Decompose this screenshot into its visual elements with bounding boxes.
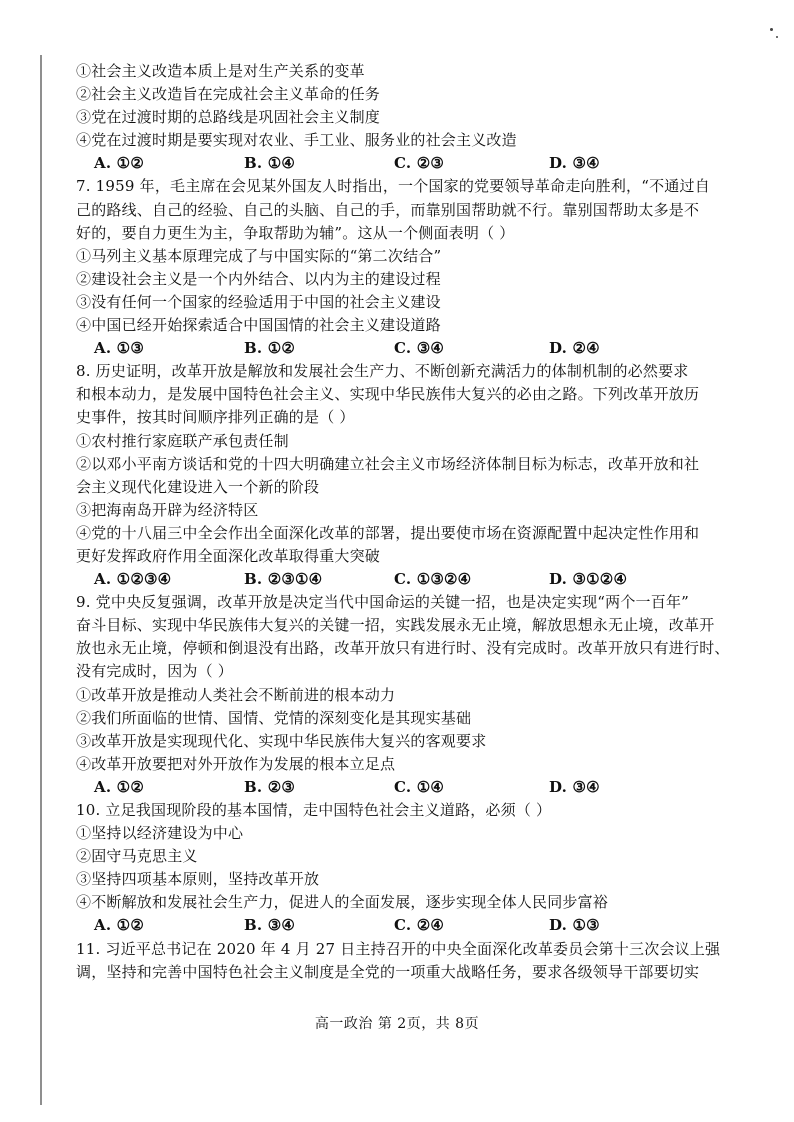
question-10 <box>76 799 766 938</box>
option-line: ④改革开放要把对外开放作为发展的根本立足点 <box>76 754 396 773</box>
option-line: ④不断解放和发展社会生产力，促进人的全面发展，逐步实现全体人民同步富裕 <box>76 893 609 912</box>
question-9 <box>76 591 766 799</box>
option-line: ④党的十八届三中全会作出全面深化改革的部署，提出要使市场在资源配置中起决定性作用和 <box>76 523 700 542</box>
scan-speck <box>776 36 778 38</box>
question-stem-line: 8. 历史证明，改革开放是解放和发展社会生产力、不断创新充满活力的体制机制的必然要求 <box>76 362 689 381</box>
choice-d: D. ②④ <box>549 339 600 358</box>
choice-c: C. ①③②④ <box>394 570 472 589</box>
question-7 <box>76 175 766 360</box>
option-line: 更好发挥政府作用全面深化改革取得重大突破 <box>76 546 381 565</box>
option-line: ②以邓小平南方谈话和党的十四大明确建立社会主义市场经济体制目标为标志，改革开放和社 <box>76 454 700 473</box>
answer-choices <box>76 152 766 175</box>
option-line: 会主义现代化建设进入一个新的阶段 <box>76 477 320 496</box>
question-stem-line: 己的路线、自己的经验、自己的头脑、自己的手，而靠别国帮助就不行。靠别国帮助太多是不 <box>76 200 700 219</box>
choice-a: A. ①③ <box>94 339 144 358</box>
answer-choices <box>76 914 766 937</box>
answer-choices <box>76 568 766 591</box>
choice-a: A. ①② <box>94 154 144 173</box>
question-stem-line: 7. 1959 年，毛主席在会见某外国友人时指出，一个国家的党要领导革命走向胜利，“不通过自 <box>76 177 710 196</box>
choice-d: D. ③④ <box>549 154 600 173</box>
question-stem-line: 好的，要自力更生为主，争取帮助为辅”。这从一个侧面表明（ ） <box>76 223 515 242</box>
binding-margin-line <box>40 55 42 1105</box>
question-stem-line: 11. 习近平总书记在 2020 年 4 月 27 日主持召开的中央全面深化改革委员会第十三次会议上强 <box>76 939 721 958</box>
option-line: ①坚持以经济建设为中心 <box>76 824 244 843</box>
choice-c: C. ②④ <box>394 916 445 935</box>
option-line: ③把海南岛开辟为经济特区 <box>76 500 259 519</box>
option-line: ②我们所面临的世情、国情、党情的深刻变化是其现实基础 <box>76 708 472 727</box>
choice-a: A. ①② <box>94 777 144 796</box>
choice-d: D. ③①②④ <box>549 570 628 589</box>
option-line: ①社会主义改造本质上是对生产关系的变革 <box>76 62 365 80</box>
choice-c: C. ③④ <box>394 339 445 358</box>
choice-a: A. ①② <box>94 916 144 935</box>
choice-b: B. ②③①④ <box>244 570 323 589</box>
choice-d: D. ③④ <box>549 777 600 796</box>
answer-choices <box>76 776 766 799</box>
option-line: ②固守马克思主义 <box>76 847 198 866</box>
option-line: ①改革开放是推动人类社会不断前进的根本动力 <box>76 685 396 704</box>
option-line: ②社会主义改造旨在完成社会主义革命的任务 <box>76 85 381 104</box>
option-line: ①农村推行家庭联产承包责任制 <box>76 431 289 450</box>
scan-speck <box>770 28 773 31</box>
choice-d: D. ①③ <box>549 916 600 935</box>
choice-a: A. ①②③④ <box>94 570 172 589</box>
answer-choices <box>76 337 766 360</box>
option-line: ③没有任何一个国家的经验适用于中国的社会主义建设 <box>76 292 441 311</box>
question-stem-line: 9. 党中央反复强调，改革开放是决定当代中国命运的关键一招，也是决定实现“两个一百年” <box>76 593 690 612</box>
option-line: ④党在过渡时期是要实现对农业、手工业、服务业的社会主义改造 <box>76 131 517 150</box>
question-stem-line: 10. 立足我国现阶段的基本国情，走中国特色社会主义道路，必须（ ） <box>76 801 552 819</box>
prev-question-options <box>76 60 766 175</box>
page-content <box>76 60 766 984</box>
option-line: ①马列主义基本原理完成了与中国实际的“第二次结合” <box>76 246 442 265</box>
option-line: ②建设社会主义是一个内外结合、以内为主的建设过程 <box>76 269 441 288</box>
option-line: ③党在过渡时期的总路线是巩固社会主义制度 <box>76 108 381 127</box>
question-11 <box>76 938 766 984</box>
option-line: ④中国已经开始探索适合中国国情的社会主义建设道路 <box>76 316 441 335</box>
question-8 <box>76 360 766 591</box>
question-stem-line: 放也永无止境，停顿和倒退没有出路，改革开放只有进行时、没有完成时。改革开放只有进行时、 <box>76 639 730 658</box>
question-stem-line: 奋斗目标、实现中华民族伟大复兴的关键一招，实践发展永无止境，解放思想永无止境，改革开 <box>76 616 715 635</box>
page-footer: 高一政治 第 2页，共 8页 <box>314 1016 480 1032</box>
option-line: ③坚持四项基本原则，坚持改革开放 <box>76 870 320 889</box>
choice-b: B. ③④ <box>244 916 296 935</box>
question-stem-line: 没有完成时，因为（ ） <box>76 662 233 681</box>
choice-c: C. ②③ <box>394 154 445 173</box>
choice-c: C. ①④ <box>394 777 445 796</box>
question-stem-line: 史事件，按其时间顺序排列正确的是（ ） <box>76 408 355 427</box>
question-stem-line: 和根本动力，是发展中国特色社会主义、实现中华民族伟大复兴的必由之路。下列改革开放历 <box>76 385 700 404</box>
choice-b: B. ①② <box>244 339 296 358</box>
question-stem-line: 调，坚持和完善中国特色社会主义制度是全党的一项重大战略任务，要求各级领导干部要切实 <box>76 962 700 981</box>
choice-b: B. ①④ <box>244 154 296 173</box>
choice-b: B. ②③ <box>244 777 296 796</box>
option-line: ③改革开放是实现现代化、实现中华民族伟大复兴的客观要求 <box>76 731 487 750</box>
